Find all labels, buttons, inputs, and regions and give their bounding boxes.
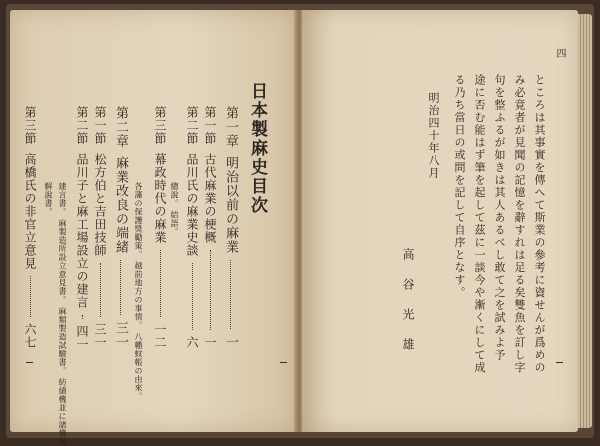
toc-dot-leader bbox=[192, 263, 193, 330]
toc-entry-label: 第二節 bbox=[75, 106, 89, 145]
toc-entry-label: 第一節 bbox=[93, 106, 107, 145]
toc-dot-leader bbox=[82, 315, 83, 319]
preface-date: 明治四十年八月 bbox=[427, 92, 440, 180]
toc-title: 日本製麻史目次 bbox=[247, 82, 267, 215]
toc-entry-title: 高橋氏の非官立意見 bbox=[23, 153, 37, 270]
preface-line: る乃ち當日の或問を記して自序となす。 bbox=[453, 74, 466, 299]
toc-dot-leader bbox=[100, 263, 101, 317]
margin-mark bbox=[26, 362, 33, 363]
toc-page-number: 一 bbox=[203, 336, 217, 349]
preface-line: 途に否む能はず筆を起して茲に一談今や漸くにして成 bbox=[473, 74, 486, 374]
preface-line: 句を整ふるが如きは其人あるべし敢て之を試みよ予 bbox=[493, 74, 506, 362]
toc-entry-label: 第三節 bbox=[153, 106, 167, 145]
toc-note: 總說。 結語。 bbox=[170, 182, 179, 237]
preface-line: み必竟者が見聞の記憶を辭すれは足る矣雙魚を訂し字 bbox=[513, 74, 526, 374]
toc-entry-title: 古代麻業の梗概 bbox=[203, 153, 217, 244]
margin-mark bbox=[280, 362, 287, 363]
toc-dot-leader bbox=[210, 250, 211, 330]
toc-section bbox=[186, 106, 198, 349]
toc-section bbox=[154, 106, 166, 349]
toc-entry-title: 幕政時代の麻業 bbox=[153, 153, 167, 244]
toc-entry-title: 明治以前の麻業 bbox=[223, 156, 238, 254]
left-page-table-of-contents bbox=[10, 10, 296, 446]
toc-entry-title: 麻業改良の端緒 bbox=[113, 156, 128, 254]
toc-note: 建言書。 麻製造所設立意見書。 麻類製造試驗書。 紡績機並に諸機械 bbox=[58, 182, 67, 446]
toc-entry-label: 第二節 bbox=[185, 106, 199, 145]
toc-entry-label: 第三節 bbox=[23, 106, 37, 145]
right-page-preface bbox=[302, 10, 578, 432]
toc-entry-title: 品川氏の麻業史談 bbox=[185, 153, 199, 257]
toc-page-number: 四一 bbox=[75, 325, 89, 351]
toc-entry-label: 第一章 bbox=[223, 106, 238, 148]
toc-page-number: 一二 bbox=[153, 323, 167, 349]
toc-page-number: 三一 bbox=[113, 321, 128, 349]
toc-section bbox=[76, 106, 88, 351]
toc-entry-label: 第一節 bbox=[203, 106, 217, 145]
toc-chapter bbox=[224, 106, 237, 349]
toc-note: 解說書。 bbox=[44, 182, 53, 216]
toc-page-number: 三一 bbox=[93, 323, 107, 349]
toc-page-number: 六 bbox=[185, 336, 199, 349]
toc-page-number: 一 bbox=[223, 335, 238, 349]
book bbox=[6, 4, 594, 446]
toc-page-number: 六七 bbox=[23, 323, 37, 349]
margin-mark bbox=[556, 362, 563, 363]
preface-author-signature: 高谷光雄 bbox=[401, 248, 415, 368]
toc-dot-leader bbox=[160, 250, 161, 317]
page-number: 四 bbox=[554, 48, 565, 58]
toc-note: 各藩の保護獎勵策。 越前地方の事情。 八幡蚊帳の由來。 bbox=[134, 182, 143, 401]
page-edges bbox=[578, 14, 592, 428]
toc-dot-leader bbox=[120, 260, 121, 315]
toc-entry-label: 第二章 bbox=[113, 106, 128, 148]
preface-line: ところは其事實を傳へて斯業の參考に資せんが爲めの bbox=[533, 74, 546, 374]
toc-dot-leader bbox=[30, 276, 31, 317]
toc-chapter bbox=[114, 106, 127, 349]
toc-entry-title: 松方伯と吉田技師 bbox=[93, 153, 107, 257]
toc-section bbox=[204, 106, 216, 349]
toc-section bbox=[24, 106, 36, 349]
toc-dot-leader bbox=[230, 260, 231, 329]
toc-entry-title: 品川子と麻工場設立の建言 bbox=[75, 153, 89, 309]
toc-section bbox=[94, 106, 106, 349]
